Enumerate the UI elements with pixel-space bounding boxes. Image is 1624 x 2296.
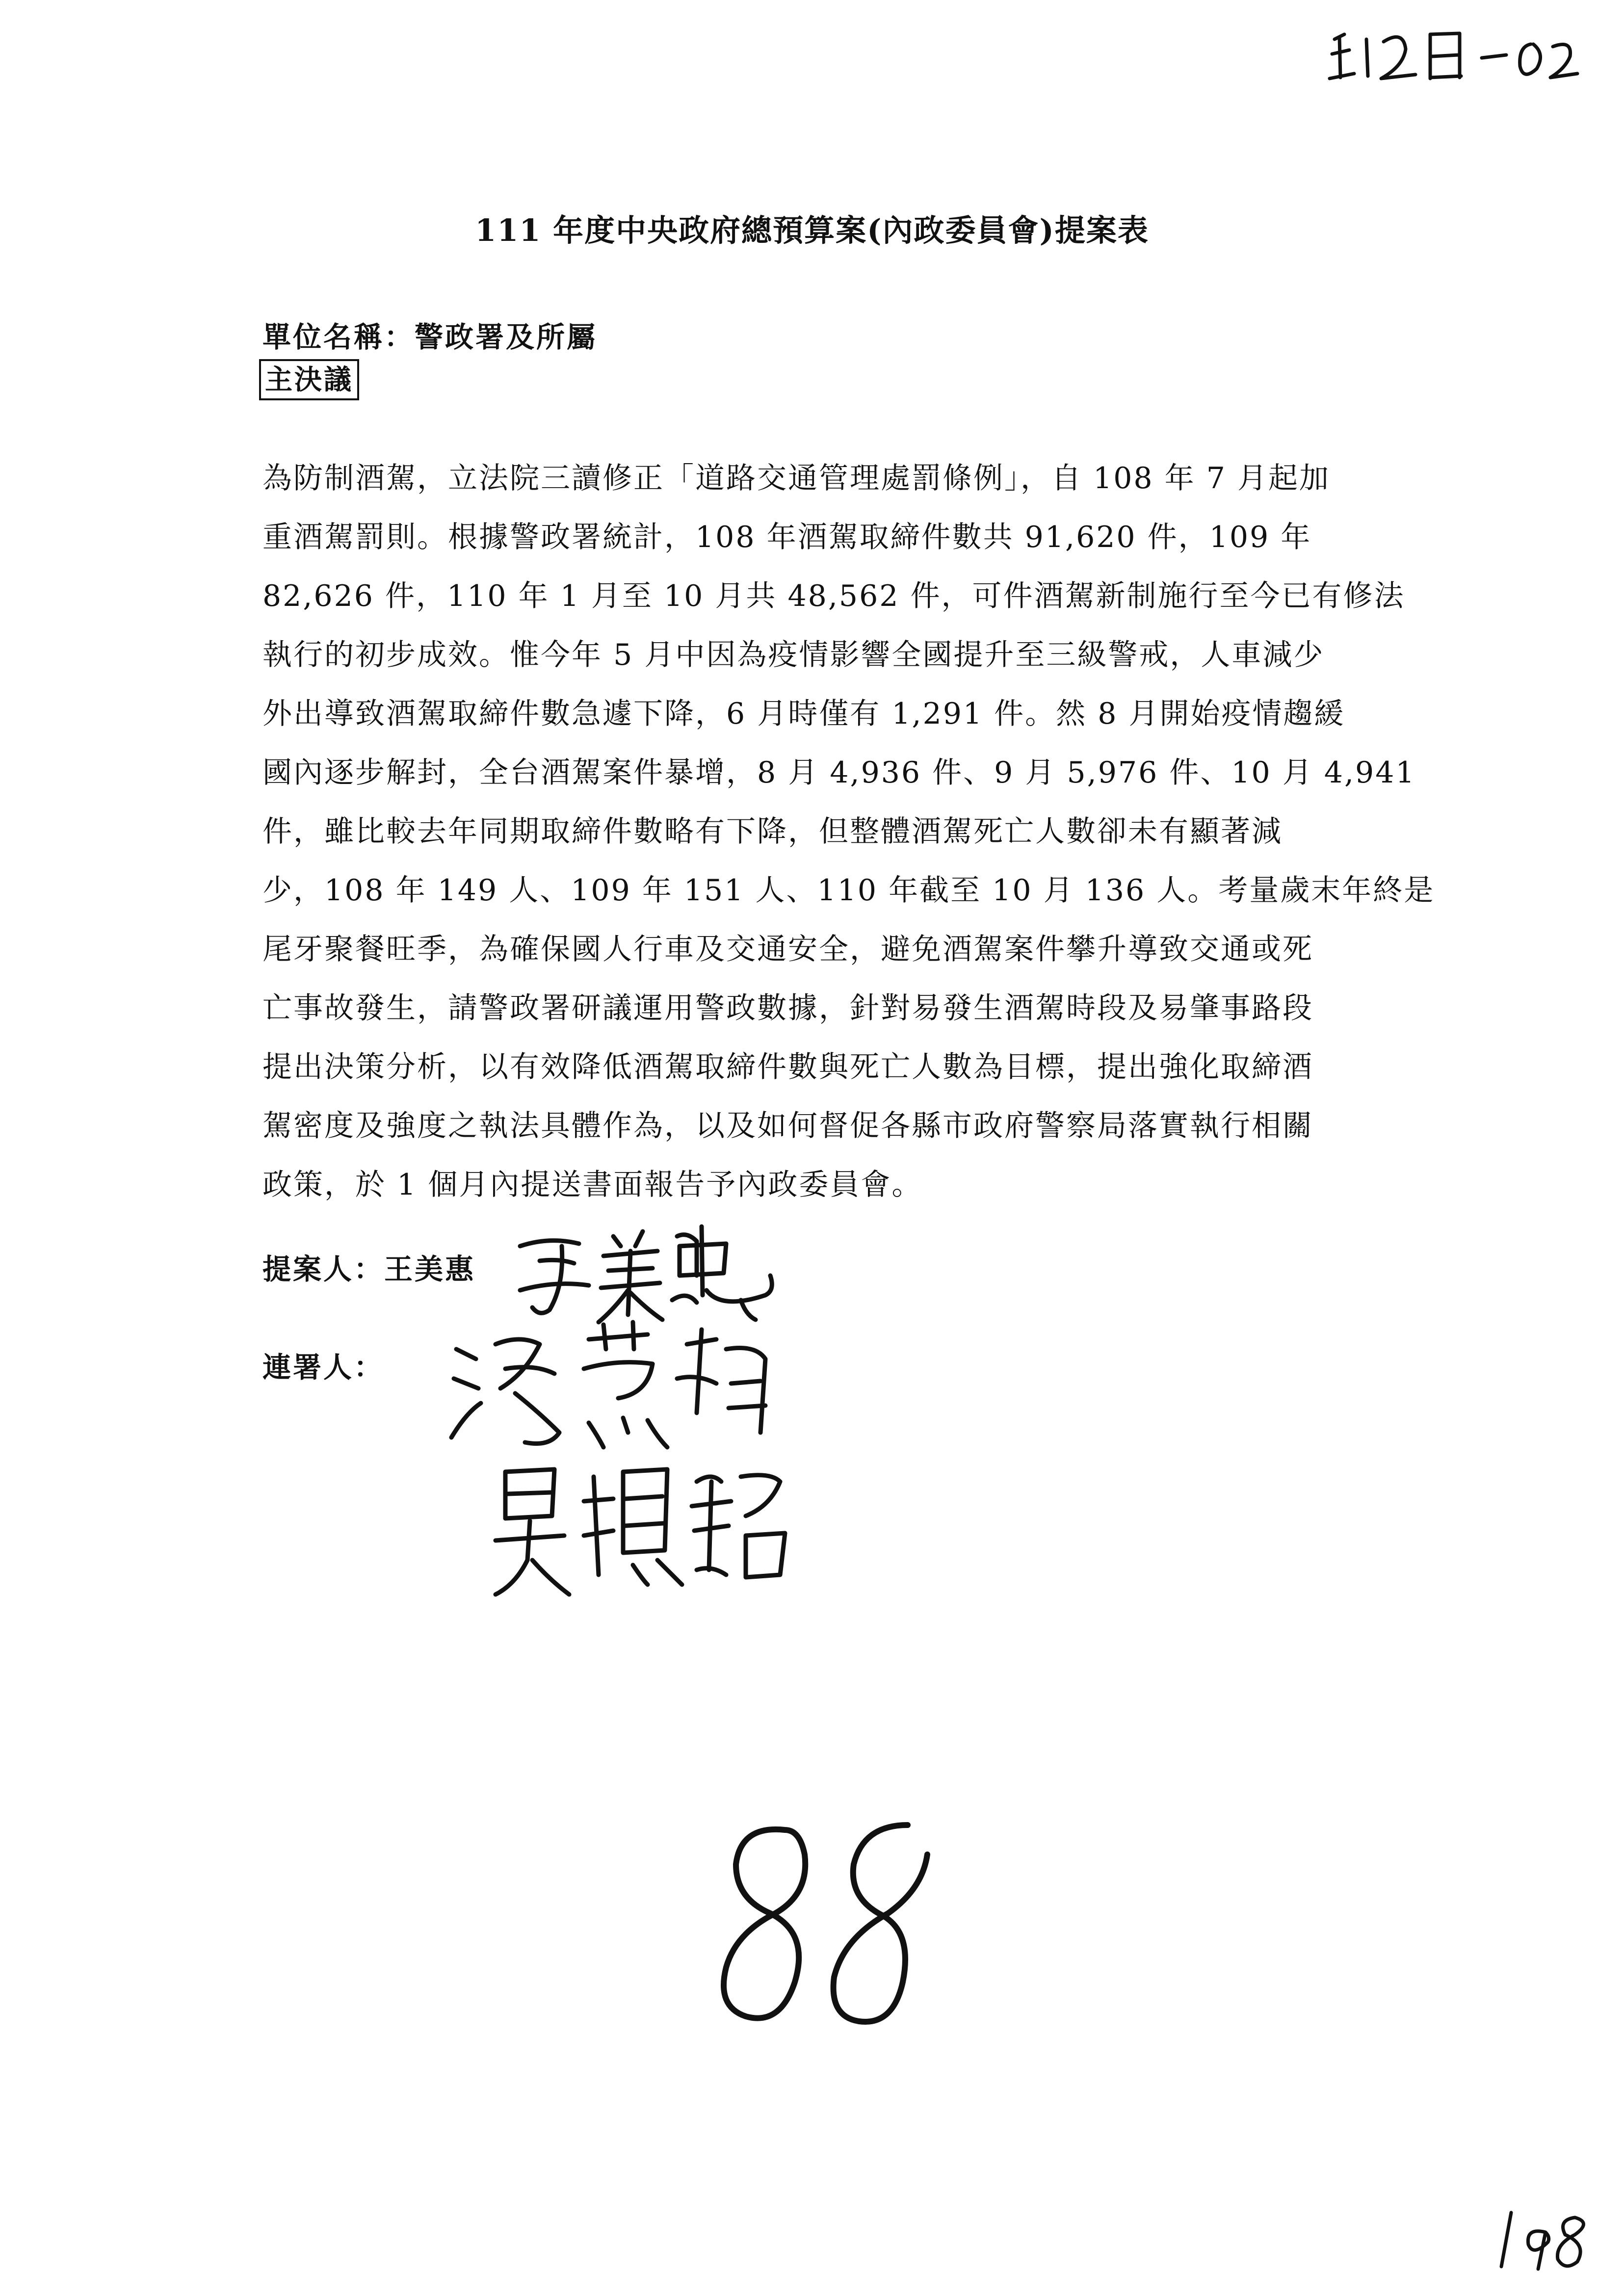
- cosigner-signature-2: [486, 1452, 800, 1609]
- body-line: 外出導致酒駕取締件數急遽下降，6 月時僅有 1,291 件。然 8 月開始疫情趨緩: [262, 697, 1345, 731]
- body-line: 政策，於 1 個月內提送書面報告予內政委員會。: [262, 1168, 923, 1202]
- handwritten-corner-note: [1325, 20, 1580, 93]
- body-line: 提出決策分析，以有效降低酒駕取締件數與死亡人數為目標，提出強化取締酒: [262, 1050, 1313, 1084]
- handwritten-number: [697, 1810, 952, 2041]
- body-line: 國內逐步解封，全台酒駕案件暴增，8 月 4,936 件、9 月 5,976 件、10 月 4,941: [262, 756, 1416, 790]
- cosigner-label: 連署人：: [262, 1351, 385, 1384]
- unit-name: 單位名稱：警政署及所屬: [262, 320, 598, 354]
- body-line: 尾牙聚餐旺季，為確保國人行車及交通安全，避免酒駕案件攀升導致交通或死: [262, 932, 1313, 966]
- proposer-label: 提案人：王美惠: [262, 1252, 476, 1286]
- body-line: 件，雖比較去年同期取締件數略有下降，但整體酒駕死亡人數卻未有顯著減: [262, 814, 1283, 849]
- body-line: 駕密度及強度之執法具體作為，以及如何督促各縣市政府警察局落實執行相關: [262, 1109, 1313, 1143]
- body-line: 為防制酒駕，立法院三讀修正「道路交通管理處罰條例」，自 108 年 7 月起加: [262, 461, 1330, 496]
- resolution-badge: 主決議: [259, 359, 359, 400]
- body-line: 亡事故發生，請警政署研議運用警政數據，針對易發生酒駕時段及易肇事路段: [262, 991, 1313, 1025]
- cosigner-signature-1: [442, 1315, 785, 1462]
- proposal-body: [262, 449, 1435, 1214]
- handwritten-page-number: [1492, 2203, 1604, 2276]
- body-line: 82,626 件，110 年 1 月至 10 月共 48,562 件，可件酒駕新制施行至今已有修法: [262, 579, 1405, 613]
- body-line: 執行的初步成效。惟今年 5 月中因為疫情影響全國提升至三級警戒，人車減少: [262, 638, 1325, 672]
- body-line: 少，108 年 149 人、109 年 151 人、110 年截至 10 月 136 人。考量歲末年終是: [262, 873, 1435, 908]
- body-line: 重酒駕罰則。根據警政署統計，108 年酒駕取締件數共 91,620 件，109 年: [262, 520, 1312, 554]
- document-title: 111 年度中央政府總預算案(內政委員會)提案表: [475, 212, 1149, 248]
